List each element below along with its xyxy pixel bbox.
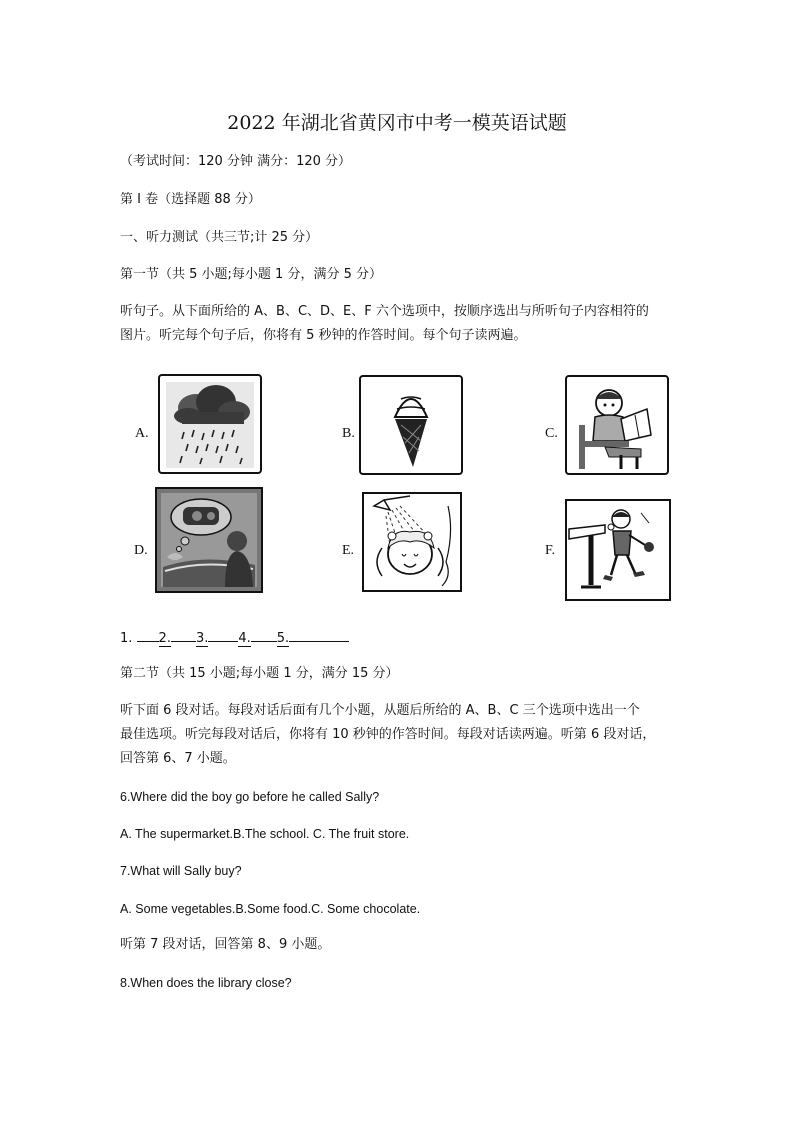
picture-label: F. <box>545 543 556 558</box>
section-heading: 一、听力测试（共三节;计 25 分） <box>120 230 319 245</box>
question-6: 6.Where did the boy go before he called Sally? <box>120 790 380 804</box>
picture-label: C. <box>545 426 558 441</box>
question-7-options: A. Some vegetables.B.Some food.C. Some chocolate. <box>120 902 421 916</box>
instruction-line: 最佳选项。听完每段对话后，你将有 10 秒钟的作答时间。每段对话读两遍。听第 6 段对话， <box>120 727 656 742</box>
boy-ping-pong-icon <box>565 499 671 601</box>
answer-line <box>120 628 349 648</box>
girl-dreaming-icon <box>155 487 263 593</box>
answer-blank-4[interactable] <box>251 628 277 642</box>
rain-cloud-icon <box>158 374 262 474</box>
answer-blank-2[interactable] <box>171 628 196 642</box>
answer-number: 4. <box>238 631 251 646</box>
picture-label: A. <box>135 426 149 441</box>
instructions <box>120 300 680 348</box>
part-heading: 第 I 卷（选择题 88 分） <box>120 192 261 207</box>
question-7: 7.What will Sally buy? <box>120 864 242 878</box>
exam-info: （考试时间：120 分钟 满分：120 分） <box>120 154 352 169</box>
instruction-line: 图片。听完每个句子后，你将有 5 秒钟的作答时间。每个句子读两遍。 <box>120 328 527 343</box>
ice-cream-cone-icon <box>359 375 463 475</box>
answer-blank-1[interactable] <box>137 628 159 642</box>
instruction-line: 回答第 6、7 小题。 <box>120 751 236 766</box>
instruction-line: 听句子。从下面所给的 A、B、C、D、E、F 六个选项中，按顺序选出与所听句子内容相符的 <box>120 304 649 319</box>
subsection-heading: 第二节（共 15 小题;每小题 1 分，满分 15 分） <box>120 666 399 681</box>
girl-showering-icon <box>362 492 462 592</box>
answer-blank-3[interactable] <box>208 628 238 642</box>
picture-label: D. <box>134 543 148 558</box>
answer-number: 3. <box>195 631 209 646</box>
answer-number: 2. <box>158 631 171 646</box>
boy-reading-icon <box>565 375 669 475</box>
dialogue-instruction: 听第 7 段对话，回答第 8、9 小题。 <box>120 937 331 952</box>
instructions <box>120 699 680 771</box>
answer-number: 5. <box>276 631 290 646</box>
question-6-options: A. The supermarket.B.The school. C. The fruit store. <box>120 827 410 841</box>
subsection-heading: 第一节（共 5 小题;每小题 1 分，满分 5 分） <box>120 267 382 282</box>
answer-number: 1. <box>120 631 133 646</box>
answer-blank-5[interactable] <box>289 628 349 642</box>
instruction-line: 听下面 6 段对话。每段对话后面有几个小题，从题后所给的 A、B、C 三个选项中选出一个 <box>120 703 640 718</box>
question-8: 8.When does the library close? <box>120 976 292 990</box>
page-title: 2022 年湖北省黄冈市中考一模英语试题 <box>227 112 567 134</box>
picture-label: E. <box>342 543 355 558</box>
picture-label: B. <box>342 426 355 441</box>
